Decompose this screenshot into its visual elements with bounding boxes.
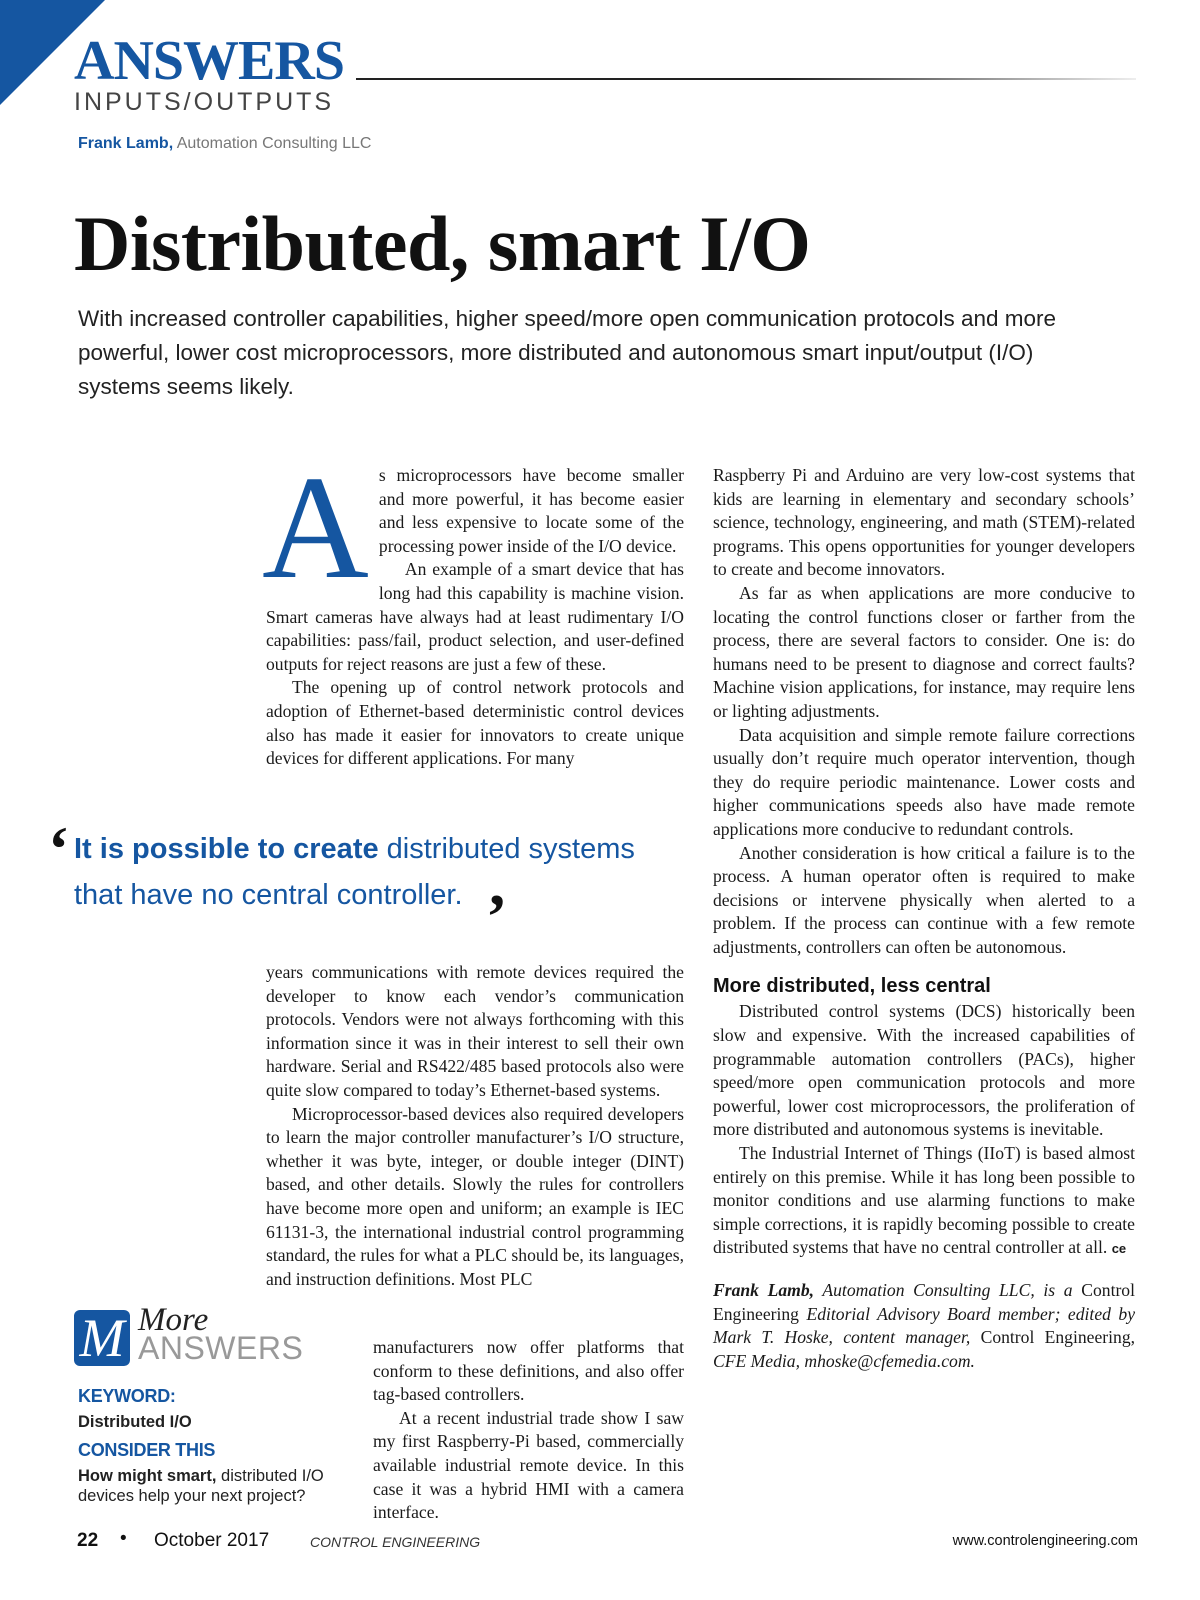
consider-text (78, 1466, 348, 1506)
issue-date: October 2017 (154, 1530, 270, 1551)
body-paragraph-last (713, 1142, 1135, 1261)
page-number: 22 (77, 1530, 99, 1551)
website-url: www.controlengineering.com (952, 1533, 1138, 1549)
body-paragraph: Microprocessor-based devices also required developers to learn the major controller manufacturer’s I/O structure, whether it was byte, integer, or double integer (DINT) based, and other details. Slowly the rules for controllers have become more open and uniform; an example is IEC 61131-3, the international industrial control programming standard, the rules for what a PLC should be, its languages, and instruction definitions. Most PLC (266, 1103, 684, 1289)
bio-magazine-2: Control Engineering, (980, 1327, 1136, 1348)
section-title: ANSWERS (74, 30, 344, 92)
body-paragraph: The opening up of control network protocols and adoption of Ethernet-based deterministic control devices also has made it easier for innovators to create unique devices for different applications. For many (266, 677, 684, 769)
drop-cap: A (262, 446, 369, 610)
magazine-name: CONTROL ENGINEERING (310, 1534, 481, 1550)
byline-author: Frank Lamb, (78, 135, 174, 152)
article-deck: With increased controller capabilities, higher speed/more open communication protocols and more powerful, lower cost microprocessors, more distributed and autonomous smart input/output (I/O) systems seems likely. (78, 306, 1057, 399)
keyword-label: KEYWORD: (78, 1386, 176, 1406)
pull-quote-rest: distributed systems that have no central controller. (74, 833, 635, 911)
pull-quote (48, 813, 688, 952)
bio-name: Frank Lamb, (713, 1280, 815, 1300)
subhead: More distributed, less central (713, 975, 991, 998)
pull-quote-close-mark: ’ (486, 881, 508, 952)
article-headline: Distributed, smart I/O (74, 200, 811, 287)
pull-quote-emphasis: It is possible to create (74, 833, 379, 865)
body-column-1-middle (266, 961, 684, 1291)
consider-label: CONSIDER THIS (78, 1440, 216, 1460)
body-paragraph: Distributed control systems (DCS) historically been slow and expensive. With the increased capabilities of programmable automation controllers (PACs), higher speed/more open communication protocols and more powerful, lower cost microprocessors, the proliferation of more distributed and autonomous systems is inevitable. (713, 1001, 1135, 1140)
author-bio (713, 1279, 1135, 1373)
more-answers-logo (74, 1302, 354, 1370)
body-paragraph: An example of a smart device that has long had this capability is machine vision. Smart cameras have always had at least rudimentary I/O capabilities: pass/fail, product selection, and user-defined outputs for reject reasons are just a few of these. (266, 559, 684, 674)
body-column-1-top (262, 446, 684, 771)
footer-bullet: • (120, 1528, 127, 1549)
body-paragraph: At a recent industrial trade show I saw my first Raspberry-Pi based, commercially available industrial remote device. In this case it was a hybrid HMI with a camera interface. (373, 1407, 684, 1523)
more-answers-m-icon: M (74, 1310, 130, 1366)
body-paragraph: Data acquisition and simple remote failure corrections usually don’t require much operator intervention, though they do require periodic maintenance. Lower costs and higher communications speeds also have made remote applications more conducive to redundant controls. (713, 724, 1135, 839)
body-column-1-bottom (373, 1336, 684, 1525)
body-column-2 (713, 464, 1135, 1373)
section-subtitle: INPUTS/OUTPUTS (74, 88, 335, 116)
consider-bold: How might smart, (78, 1467, 217, 1485)
bio-magazine-1: Control Engineering (713, 1280, 1135, 1324)
body-paragraph: manufacturers now offer platforms that conform to these definitions, and also offer tag-based controllers. (373, 1337, 684, 1405)
keyword-value: Distributed I/O (78, 1413, 192, 1431)
more-answers-answers: ANSWERS (138, 1330, 304, 1366)
pull-quote-open-mark: ‘ (48, 813, 70, 884)
consider-rest: distributed I/O devices help your next project? (78, 1467, 324, 1505)
body-paragraph: years communications with remote devices required the developer to know each vendor’s communication protocols. Vendors were not always forthcoming with this information since it was in their interest to sell their own hardware. Serial and RS422/485 based protocols also were quite slow compared to today’s Ethernet-based systems. (266, 962, 684, 1100)
byline-affiliation: Automation Consulting LLC (176, 135, 372, 152)
body-paragraph: As far as when applications are more conducive to locating the control functions closer or farther from the process, there are several factors to consider. One is: do humans need to be present to diagnose and correct faults? Machine vision applications, for instance, may require lens or lighting adjustments. (713, 582, 1135, 721)
body-paragraph: s microprocessors have become smaller and more powerful, it has become easier and less expensive to locate some of the processing power inside of the I/O device. (378, 465, 684, 556)
byline (78, 135, 371, 153)
bio-text-1: Automation Consulting LLC, is a (814, 1280, 1082, 1300)
pull-quote-text (74, 826, 674, 918)
body-paragraph-text: The Industrial Internet of Things (IIoT) is based almost entirely on this premise. While it has long been possible to monitor conditions and use alarming functions to make simple corrections, it is rapidly becoming possible to create distributed systems that have no central controller at all. (713, 1143, 1135, 1258)
bio-text-3: CFE Media, mhoske@cfemedia.com. (713, 1350, 975, 1371)
end-mark: ce (1111, 1241, 1127, 1257)
body-paragraph: Raspberry Pi and Arduino are very low-cost systems that kids are learning in elementary and secondary schools’ science, technology, engineering, and math (STEM)-related programs. This opens opportunities for younger developers to create and become innovators. (713, 465, 1135, 580)
header-rule (356, 78, 1136, 80)
bio-text-2: Editorial Advisory Board member; edited by Mark T. Hoske, content manager, (713, 1303, 1135, 1348)
more-answers-more: More (138, 1302, 209, 1338)
body-paragraph: Another consideration is how critical a failure is to the process. A human operator often is required to make decisions or intervene physically when alerted to a problem. If the process can continue with a few remote adjustments, controllers can often be autonomous. (713, 842, 1135, 957)
